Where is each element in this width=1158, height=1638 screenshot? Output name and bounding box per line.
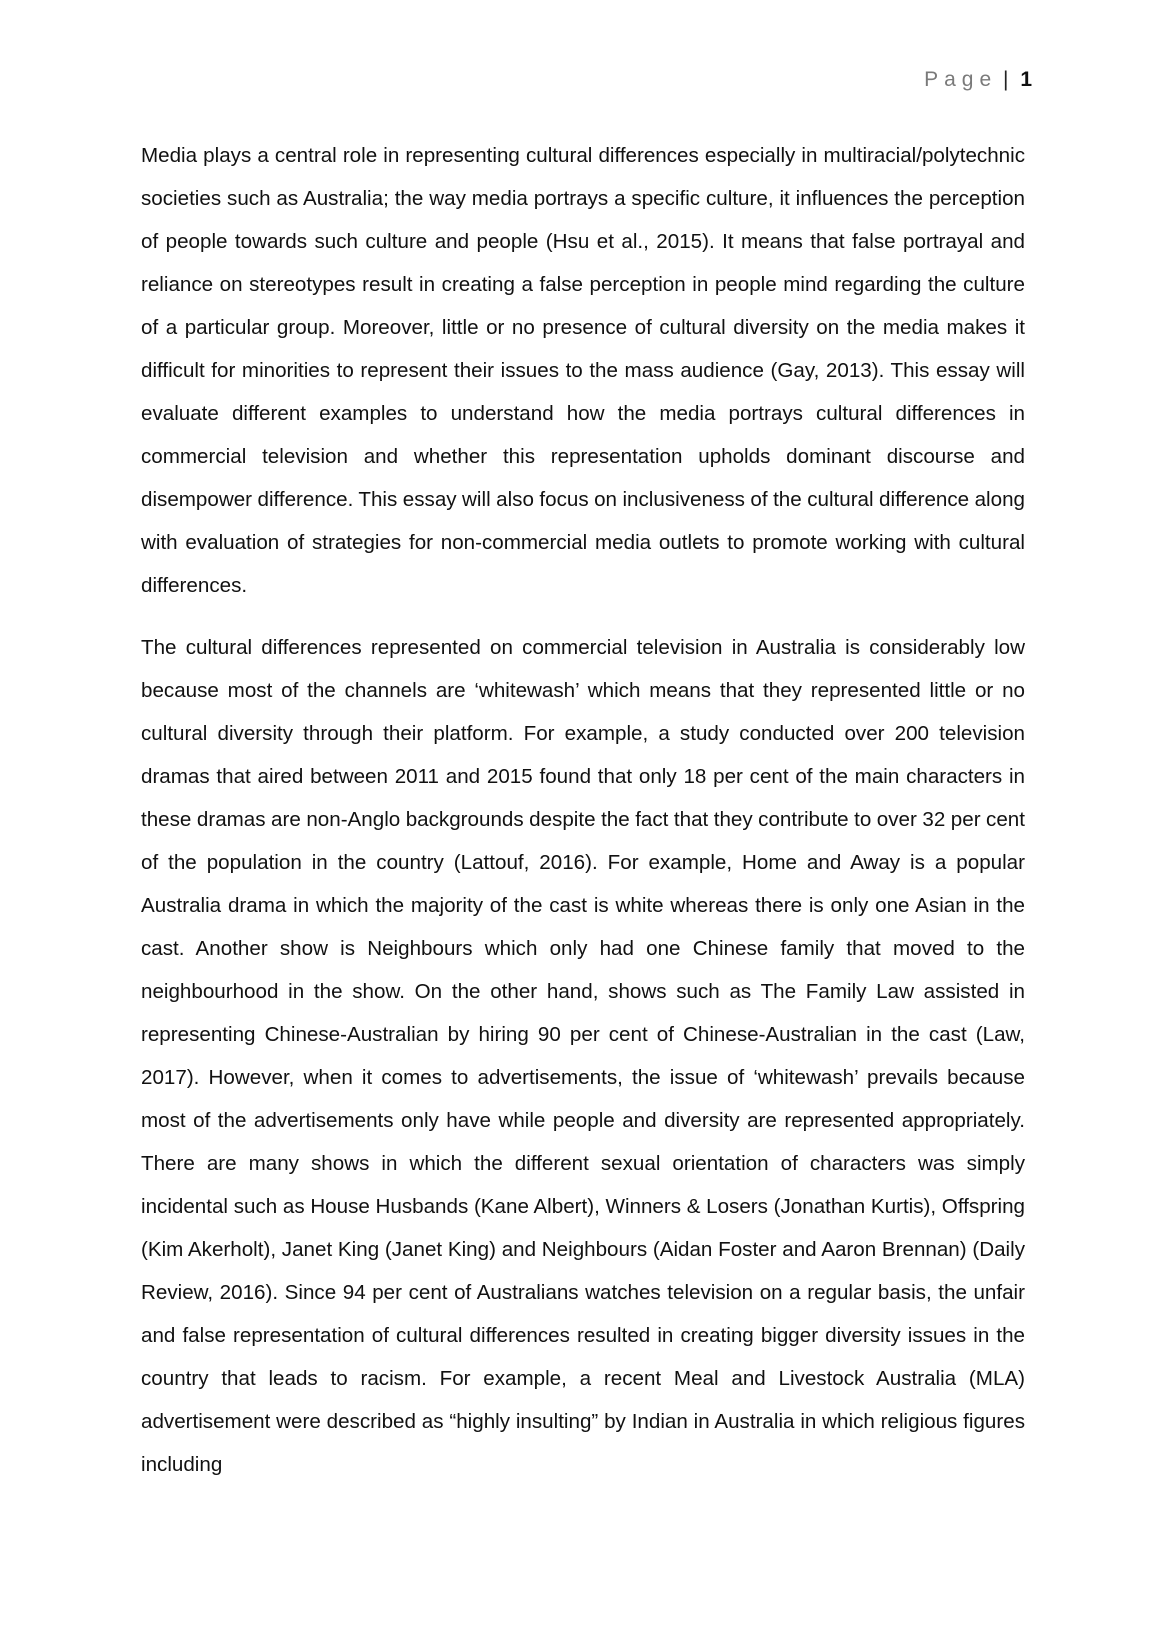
document-body xyxy=(141,134,1025,1505)
page-header xyxy=(924,66,1032,94)
page-label: Page xyxy=(924,68,998,91)
paragraph-commercial-television: The cultural differences represented on commercial television in Australia is considerably low because most of the channels are ‘whitewash’ which means that they represented little or no cultural diversity through their platform. For example, a study conducted over 200 television dramas that aired between 2011 and 2015 found that only 18 per cent of the main characters in these dramas are non-Anglo backgrounds despite the fact that they contribute to over 32 per cent of the population in the country (Lattouf, 2016). For example, Home and Away is a popular Australia drama in which the majority of the cast is white whereas there is only one Asian in the cast. Another show is Neighbours which only had one Chinese family that moved to the neighbourhood in the show. On the other hand, shows such as The Family Law assisted in representing Chinese-Australian by hiring 90 per cent of Chinese-Australian in the cast (Law, 2017). However, when it comes to advertisements, the issue of ‘whitewash’ prevails because most of the advertisements only have while people and diversity are represented appropriately. There are many shows in which the different sexual orientation of characters was simply incidental such as House Husbands (Kane Albert), Winners & Losers (Jonathan Kurtis), Offspring (Kim Akerholt), Janet King (Janet King) and Neighbours (Aidan Foster and Aaron Brennan) (Daily Review, 2016). Since 94 per cent of Australians watches television on a regular basis, the unfair and false representation of cultural differences resulted in creating bigger diversity issues in the country that leads to racism. For example, a recent Meal and Livestock Australia (MLA) advertisement were described as “highly insulting” by Indian in Australia in which religious figures including xyxy=(141,636,1025,1476)
page-separator: | xyxy=(1003,68,1009,91)
paragraph-intro: Media plays a central role in representing cultural differences especially in multiracial/polytechnic societies such as Australia; the way media portrays a specific culture, it influences the perception of people towards such culture and people (Hsu et al., 2015). It means that false portrayal and reliance on stereotypes result in creating a false perception in people mind regarding the culture of a particular group. Moreover, little or no presence of cultural diversity on the media makes it difficult for minorities to represent their issues to the mass audience (Gay, 2013). This essay will evaluate different examples to understand how the media portrays cultural differences in commercial television and whether this representation upholds dominant discourse and disempower difference. This essay will also focus on inclusiveness of the cultural difference along with evaluation of strategies for non-commercial media outlets to promote working with cultural differences. xyxy=(141,144,1025,597)
page-number: 1 xyxy=(1020,68,1032,91)
